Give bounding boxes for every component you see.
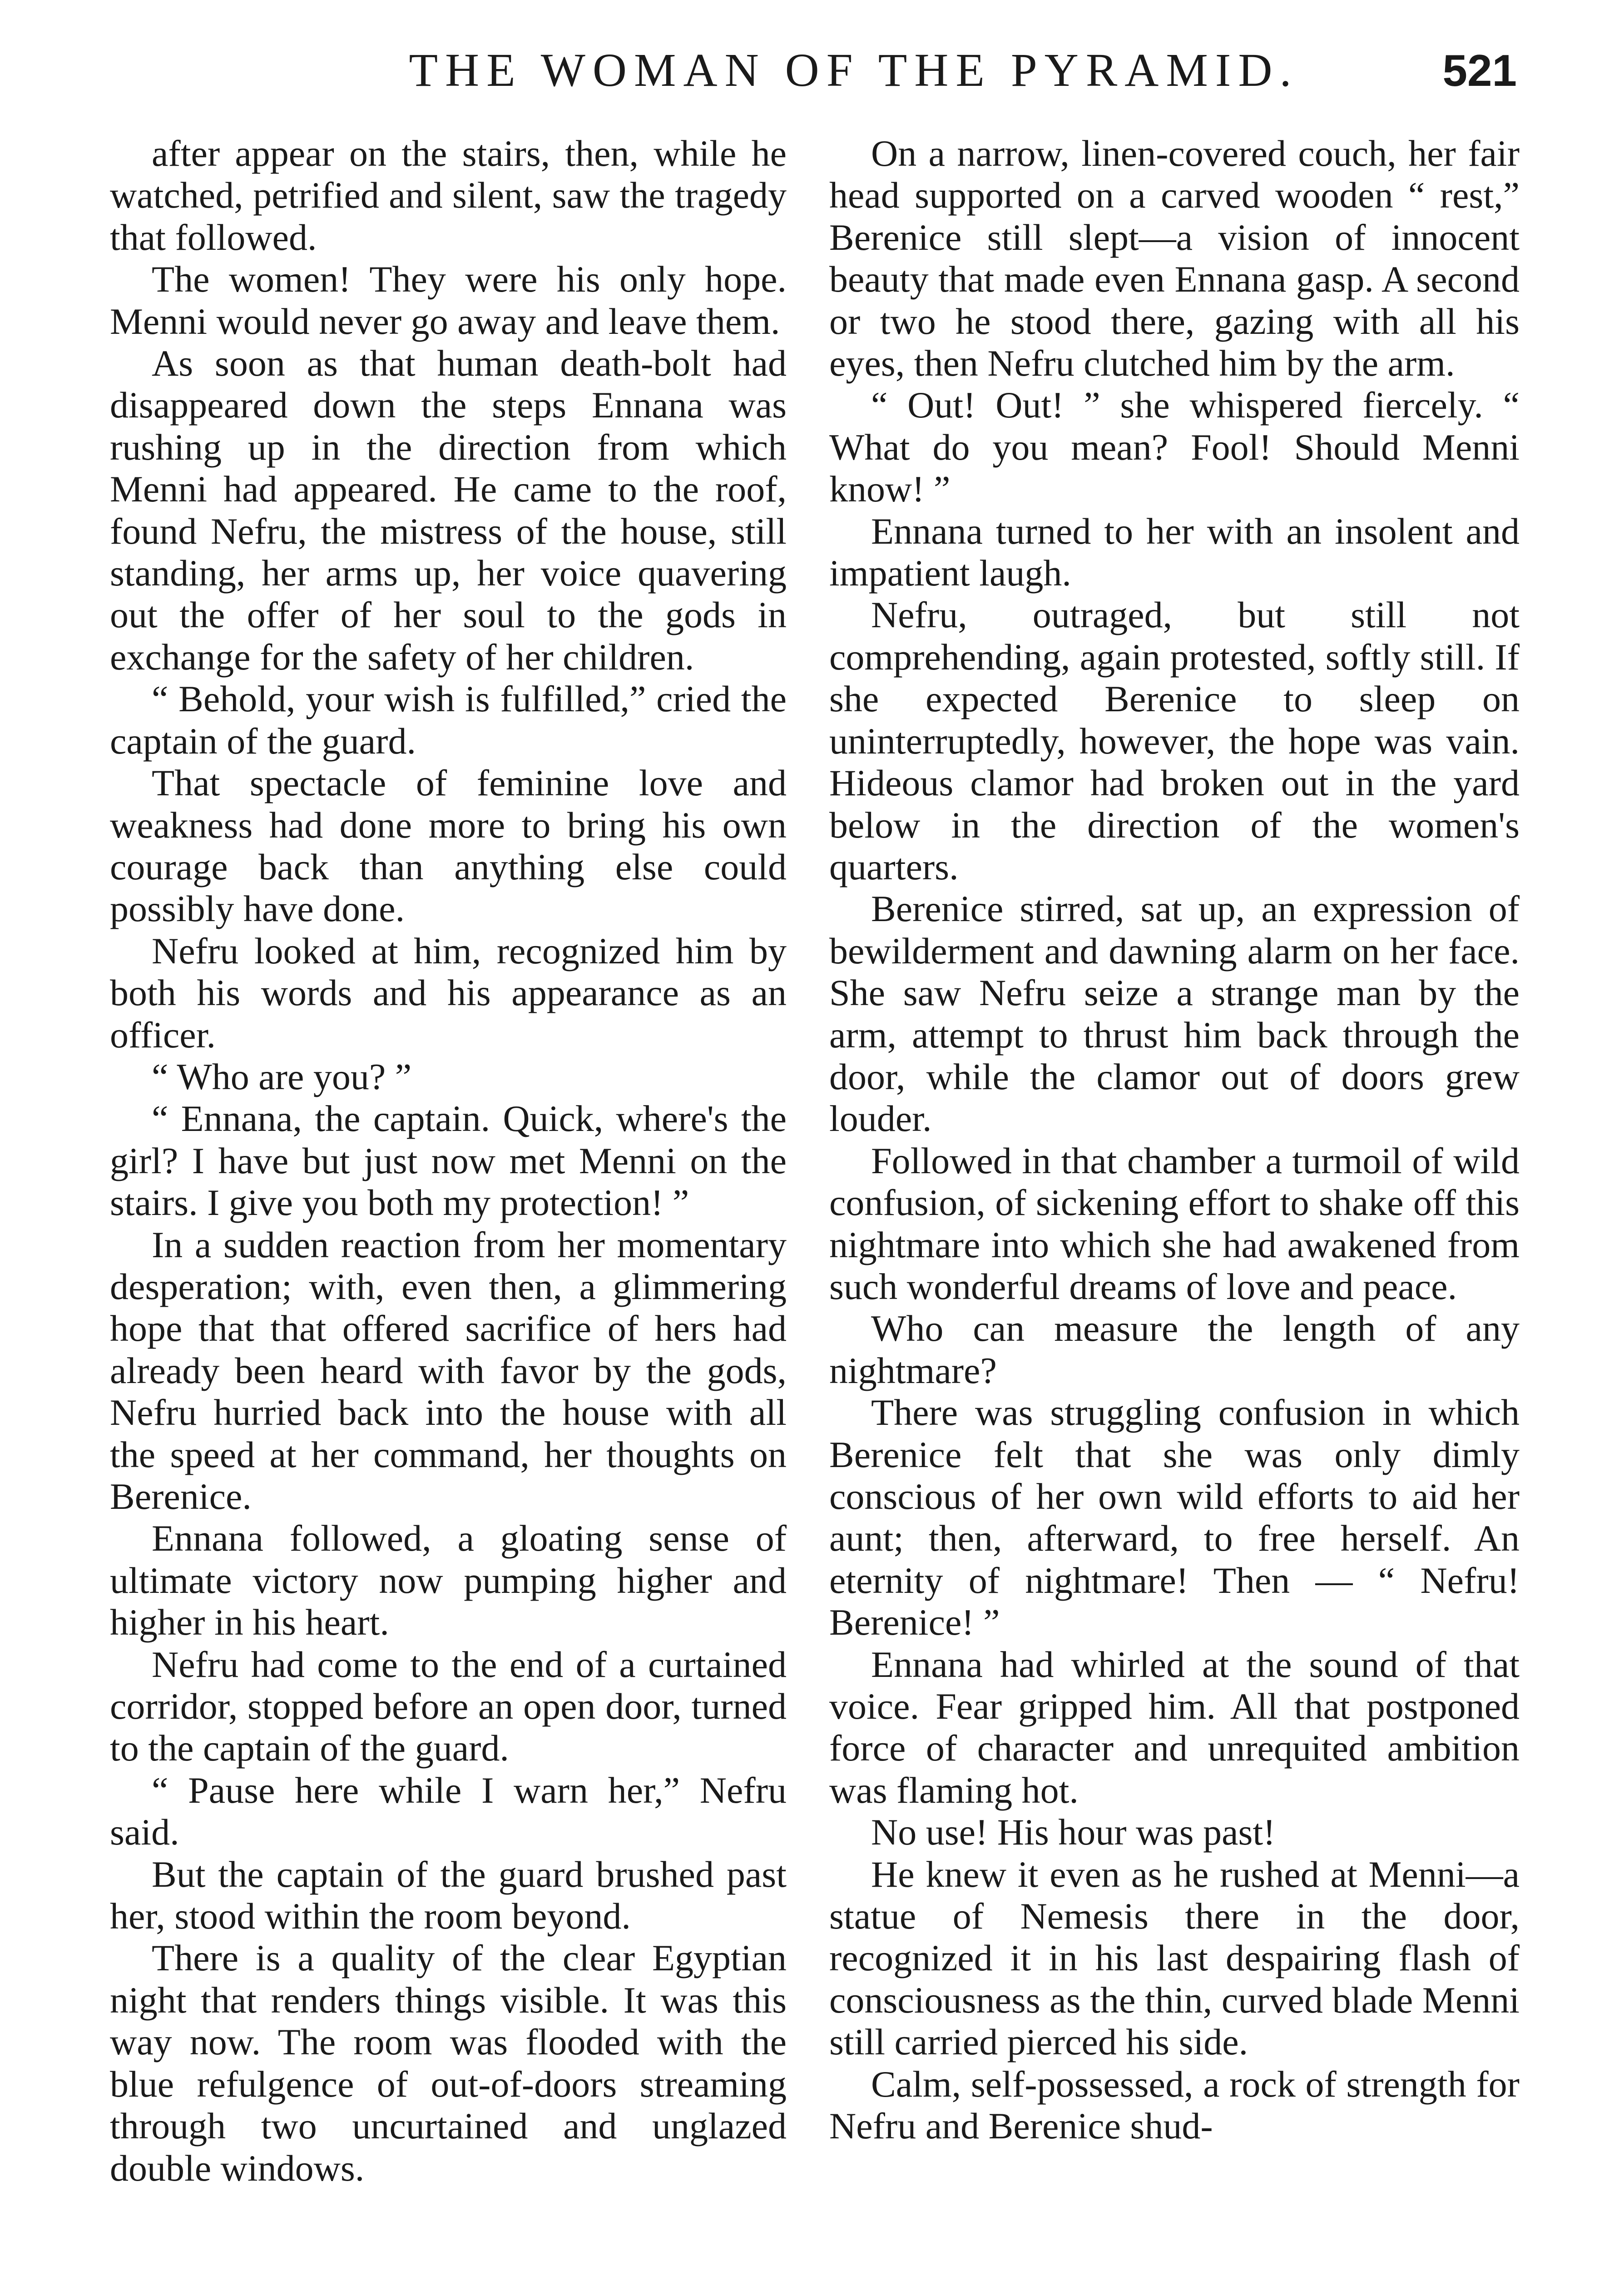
paragraph: Calm, self-possessed, a rock of strength for Nefru and Berenice shud- <box>829 2063 1520 2147</box>
paragraph: “ Behold, your wish is fulfilled,” cried the captain of the guard. <box>110 678 787 762</box>
page-number: 521 <box>1442 45 1517 95</box>
right-column <box>829 133 1520 2271</box>
paragraph: That spectacle of feminine love and weakness had done more to bring his own courage back than anything else could possibly have done. <box>110 762 787 930</box>
paragraph: Ennana had whirled at the sound of that voice. Fear gripped him. All that postponed force of character and unrequited ambition was flaming hot. <box>829 1643 1520 1811</box>
paragraph: There is a quality of the clear Egyptian night that renders things visible. It was this way now. The room was flooded with the blue refulgence of out-of-doors streaming through two uncurtained and unglazed double windows. <box>110 1937 787 2189</box>
paragraph: He knew it even as he rushed at Menni—a statue of Nemesis there in the door, recognized it in his last despairing flash of consciousness as the thin, curved blade Menni still carried pierced his side. <box>829 1853 1520 2063</box>
paragraph: There was struggling confusion in which Berenice felt that she was only dimly conscious of her own wild efforts to aid her aunt; then, afterward, to free herself. An eternity of nightmare! Then — “ Nefru! Berenice! ” <box>829 1392 1520 1643</box>
paragraph: Nefru looked at him, recognized him by both his words and his appearance as an officer. <box>110 930 787 1056</box>
paragraph: Nefru had come to the end of a curtained corridor, stopped before an open door, turned to the captain of the guard. <box>110 1643 787 1769</box>
paragraph: “ Out! Out! ” she whispered fiercely. “ What do you mean? Fool! Should Menni know! ” <box>829 384 1520 510</box>
paragraph: Nefru, outraged, but still not comprehending, again protested, softly still. If she expected Berenice to sleep on uninterruptedly, however, the hope was vain. Hideous clamor had broken out in the yard below in the direction of the women's quarters. <box>829 594 1520 888</box>
paragraph: Berenice stirred, sat up, an expression of bewilderment and dawning alarm on her face. She saw Nefru seize a strange man by the arm, attempt to thrust him back through the door, while the clamor out of doors grew louder. <box>829 888 1520 1140</box>
paragraph: The women! They were his only hope. Menni would never go away and leave them. <box>110 258 787 342</box>
paragraph: No use! His hour was past! <box>871 1811 1276 1853</box>
left-column <box>110 133 787 2271</box>
paragraph: In a sudden reaction from her momentary desperation; with, even then, a glimmering hope that that offered sacrifice of hers had already been heard with favor by the gods, Nefru hurried back into the house with all the speed at her command, her thoughts on Berenice. <box>110 1224 787 1517</box>
paragraph: As soon as that human death-bolt had disappeared down the steps Ennana was rushing up in the direction from which Menni had appeared. He came to the roof, found Nefru, the mistress of the house, still standing, her arms up, her voice quavering out the offer of her soul to the gods in exchange for the safety of her children. <box>110 342 787 678</box>
paragraph: Who can measure the length of any nightmare? <box>829 1308 1520 1391</box>
paragraph: But the captain of the guard brushed past her, stood within the room beyond. <box>110 1853 787 1937</box>
paragraph: after appear on the stairs, then, while he watched, petrified and silent, saw the tragedy that followed. <box>110 133 787 258</box>
paragraph: “ Who are you? ” <box>152 1056 412 1097</box>
paragraph: “ Pause here while I warn her,” Nefru said. <box>110 1769 787 1853</box>
running-title: THE WOMAN OF THE PYRAMID. <box>409 44 1299 96</box>
paragraph: On a narrow, linen-covered couch, her fair head supported on a carved wooden “ rest,” Berenice still slept—a vision of innocent beauty that made even Ennana gasp. A second or two he stood there, gazing with all his eyes, then Nefru clutched him by the arm. <box>829 133 1520 384</box>
paragraph: Ennana followed, a gloating sense of ultimate victory now pumping higher and higher in his heart. <box>110 1517 787 1643</box>
paragraph: Ennana turned to her with an insolent and impatient laugh. <box>829 510 1520 594</box>
running-head <box>109 36 1517 104</box>
paragraph: Followed in that chamber a turmoil of wild confusion, of sickening effort to shake off this nightmare into which she had awakened from such wonderful dreams of love and peace. <box>829 1140 1520 1307</box>
paragraph: “ Ennana, the captain. Quick, where's the girl? I have but just now met Menni on the stairs. I give you both my protection! ” <box>110 1098 787 1224</box>
